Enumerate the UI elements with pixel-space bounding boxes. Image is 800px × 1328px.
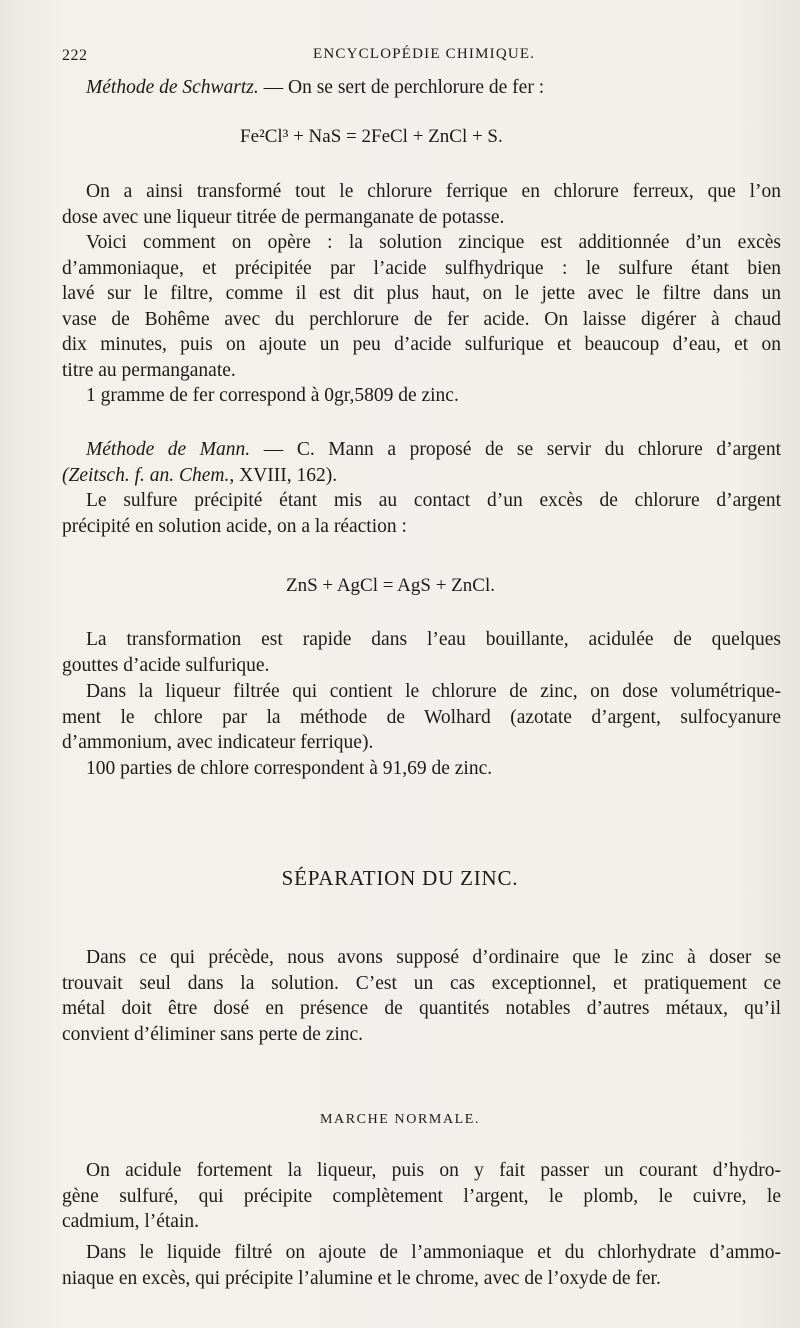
text-line: La transformation est rapide dans l’eau bouillante, acidulée de quelques xyxy=(86,629,781,650)
subsection-heading-marche-normale: MARCHE NORMALE. xyxy=(319,1112,481,1127)
text-line: 100 parties de chlore correspondent à 91,69 de zinc. xyxy=(86,758,493,779)
text-line: gouttes d’acide sulfurique. xyxy=(62,654,270,676)
mann-reference-journal: (Zeitsch. f. an. Chem. xyxy=(62,464,230,486)
text-line: Voici comment on opère : la solution zincique est additionnée d’un excès xyxy=(86,232,781,253)
text-line: Dans la liqueur filtrée qui contient le chlorure de zinc, on dose volumétrique- xyxy=(86,681,781,702)
text-line: dix minutes, puis on ajoute un peu d’acide sulfurique et beaucoup d’eau, et on xyxy=(62,334,781,355)
schwartz-paragraph-2 xyxy=(62,230,781,383)
section-heading-separation: SÉPARATION DU ZINC. xyxy=(281,866,519,890)
text-line: métal doit être dosé en présence de quantités notables d’autres métaux, qu’il xyxy=(62,998,781,1019)
separation-paragraph xyxy=(62,945,781,1047)
page-number: 222 xyxy=(62,47,88,64)
text-line: niaque en excès, qui précipite l’alumine et le chrome, avec de l’oxyde de fer. xyxy=(62,1267,661,1289)
text-line: d’ammoniaque, et précipitée par l’acide sulfhydrique : le sulfure étant bien xyxy=(62,257,781,279)
text-line: gène sulfuré, qui précipite complètement l’argent, le plomb, le cuivre, le xyxy=(62,1185,781,1207)
text-line: d’ammonium, avec indicateur ferrique). xyxy=(62,732,374,753)
text-line: cadmium, l’étain. xyxy=(62,1211,199,1232)
marche-paragraph-1 xyxy=(62,1158,781,1235)
text-line: vase de Bohême avec du perchlorure de fer acide. On laisse digérer à chaud xyxy=(62,308,781,330)
marche-paragraph-2 xyxy=(62,1240,781,1291)
text-line: On a ainsi transformé tout le chlorure ferrique en chlorure ferreux, que l’on xyxy=(86,181,781,202)
text-line: titre au permanganate. xyxy=(62,359,236,381)
mann-intro xyxy=(62,437,781,488)
mann-title: Méthode de Mann. xyxy=(86,439,251,460)
text-line: Le sulfure précipité étant mis au contact d’un excès de chlorure d’argent xyxy=(86,490,781,511)
text-line: précipité en solution acide, on a la réaction : xyxy=(62,515,407,537)
text-line: convient d’éliminer sans perte de zinc. xyxy=(62,1023,364,1045)
text-line: Dans le liquide filtré on ajoute de l’ammoniaque et du chlorhydrate d’ammo- xyxy=(86,1242,781,1263)
text-line: ment le chlore par la méthode de Wolhard (azotate d’argent, sulfocyanure xyxy=(62,706,781,728)
schwartz-intro-text: — On se sert de perchlorure de fer : xyxy=(258,77,545,98)
mann-paragraph-2 xyxy=(62,627,781,678)
schwartz-title: Méthode de Schwartz. xyxy=(86,77,259,98)
text-line: 1 gramme de fer correspond à 0gr,5809 de zinc. xyxy=(86,385,459,406)
text-line: lavé sur le filtre, comme il est dit plus haut, on le jette avec le filtre dans un xyxy=(62,283,781,304)
text-line: Dans ce qui précède, nous avons supposé d’ordinaire que le zinc à doser se xyxy=(86,947,781,968)
schwartz-equation: Fe²Cl³ + NaS = 2FeCl + ZnCl + S. xyxy=(240,126,503,147)
schwartz-intro xyxy=(62,75,781,101)
text-line: dose avec une liqueur titrée de permanganate de potasse. xyxy=(62,206,505,228)
schwartz-paragraph-1 xyxy=(62,179,781,230)
running-title: ENCYCLOPÉDIE CHIMIQUE. xyxy=(313,46,536,62)
text-line: On acidule fortement la liqueur, puis on y fait passer un courant d’hydro- xyxy=(86,1160,781,1181)
mann-intro-text: — C. Mann a proposé de se servir du chlorure d’argent xyxy=(250,439,781,460)
mann-paragraph-4 xyxy=(62,756,781,782)
mann-reference-volume: , XVIII, 162). xyxy=(229,464,338,486)
mann-equation: ZnS + AgCl = AgS + ZnCl. xyxy=(286,575,495,596)
mann-paragraph-3 xyxy=(62,679,781,756)
mann-paragraph-1 xyxy=(62,488,781,539)
schwartz-paragraph-3 xyxy=(62,383,781,409)
text-line: trouvait seul dans la solution. C’est un cas exceptionnel, et pratiquement ce xyxy=(62,972,781,994)
